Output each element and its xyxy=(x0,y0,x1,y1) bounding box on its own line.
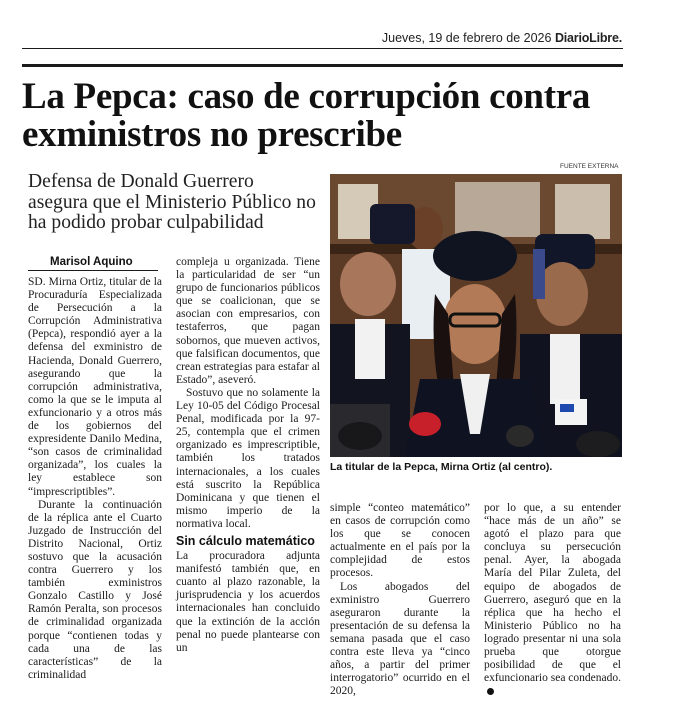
paragraph: simple “conteo matemático” en casos de corrupción como los que se conocen actualmente en el país por la complejidad de estos procesos. xyxy=(330,502,470,580)
paragraph: La procuradora adjunta manifestó también que, en cuanto al plazo razonable, la jurisprudencia y los acuerdos internacionales han concluido que la extinción de la acción penal no puede plantearse con un xyxy=(176,550,320,654)
paragraph: compleja u organizada. Tiene la particularidad de ser “un grupo de funcionarios públicos que se coalicionan, que se asocian con empresarios, con testaferros, que pagan sobornos, que mueven activos, que falsifican documentos, que crean estrategias para estafar al Estado”, aseveró. xyxy=(176,256,320,386)
column-1 xyxy=(28,276,162,682)
newspaper-brand: DiarioLibre. xyxy=(554,31,622,45)
article-deck: Defensa de Donald Guerrero asegura que el Ministerio Público no ha podido probar culpabilidad xyxy=(28,171,316,233)
press-conference-photo xyxy=(330,174,622,457)
paragraph: Los abogados del exministro Guerrero aseguraron durante la presentación de su defensa la semana pasada que el caso contra este lleva ya “cinco años, a partir del primer interrogatorio” ocurrido en el 2020, xyxy=(330,580,470,698)
paragraph: SD. Mirna Ortiz, titular de la Procuraduría Especializada de Persecución a la Corrupción Administrativa (Pepca), respondió ayer a la defensa del exministro de Hacienda, Donald Guerrero, asegurando que la corrupción administrativa, como la que se le imputa al exfuncionario y a otros más de los gobiernos del expresidente Danilo Medina, “son casos de criminalidad organizada”, los cuales la ley establece son “imprescriptibles”. xyxy=(28,276,162,498)
paragraph: Sostuvo que no solamente la Ley 10-05 del Código Procesal Penal, modificada por la 97-25, contempla que el crimen organizado es imprescriptible, también los tratados internacionales, a los cuales está suscrito la República Dominicana y que tienen el mismo imperio de la normativa local. xyxy=(176,386,320,530)
byline: Marisol Aquino xyxy=(50,256,133,268)
page-header xyxy=(382,31,622,45)
paragraph: Durante la continuación de la réplica ante el Cuarto Juzgado de Instrucción del Distrito Nacional, Ortiz sostuvo que la acusación contra Guerrero y los también exministros Gonzalo Castillo y José Ramón Peralta, son procesos de criminalidad organizada porque “contienen todas y cada una de las características” de la criminalidad xyxy=(28,498,162,681)
photo-credit: FUENTE EXTERNA xyxy=(560,163,619,170)
end-of-article-mark xyxy=(487,688,494,695)
column-2 xyxy=(176,256,320,655)
column-3 xyxy=(330,502,470,698)
article-photo xyxy=(330,174,622,457)
photo-caption: La titular de la Pepca, Mirna Ortiz (al centro). xyxy=(330,461,553,473)
byline-rule xyxy=(28,270,158,271)
article-headline: La Pepca: caso de corrupción contra exministros no prescribe xyxy=(22,76,591,155)
issue-date: Jueves, 19 de febrero de 2026 xyxy=(381,31,552,45)
top-rule xyxy=(22,48,623,49)
headline-rule xyxy=(22,64,623,67)
column-4 xyxy=(484,502,621,698)
paragraph: por lo que, a su entender “hace más de un año” se agotó el plazo para que concluya su persecución penal. Ayer, la abogada María del Pilar Zuleta, del equipo de abogados de Guerrero, aseguró que en la réplica que ha hecho el Ministerio Público no ha logrado presentar ni una sola prueba que otorgue posibilidad de que el exfuncionario sea condenado. xyxy=(484,502,621,698)
subheading: Sin cálculo matemático xyxy=(176,533,315,548)
